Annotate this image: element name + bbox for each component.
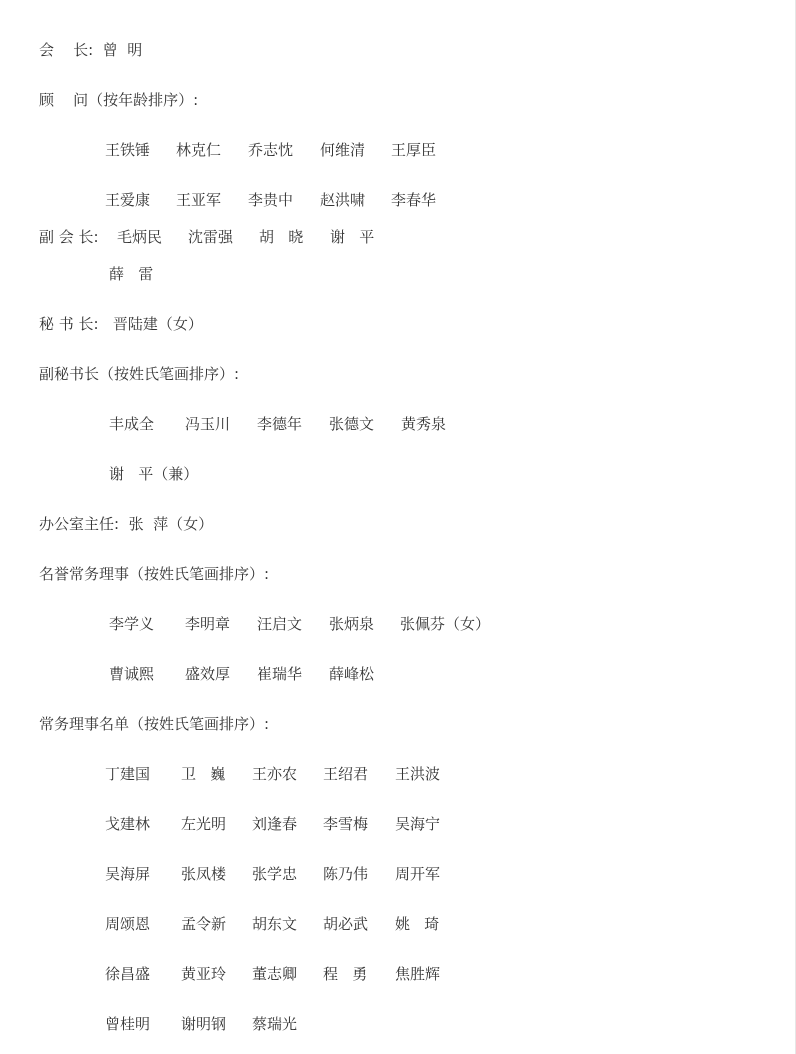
honorary-director-name: 薛峰松: [329, 665, 375, 683]
advisor-name: 何维清: [320, 141, 366, 159]
advisors-heading: 顾 问（按年龄排序）:: [39, 91, 199, 109]
deputy-secretary-name: 谢 平（兼）: [109, 465, 199, 483]
standing-director-name: 周开军: [395, 865, 441, 883]
deputy-secretary-name: 张德文: [329, 415, 375, 433]
standing-director-name: 周颂恩: [105, 915, 151, 933]
honorary-director-name: 李明章: [185, 615, 231, 633]
advisor-name: 林克仁: [176, 141, 222, 159]
standing-director-name: 胡必武: [323, 915, 369, 933]
standing-director-name: 张学忠: [252, 865, 298, 883]
vice-president-name: 沈雷强: [188, 228, 234, 246]
standing-director-name: 徐昌盛: [105, 965, 151, 983]
standing-director-name: 卫 巍: [181, 765, 226, 783]
vice-president-name: 胡 晓: [259, 228, 304, 246]
standing-director-name: 姚 琦: [395, 915, 440, 933]
standing-director-name: 蔡瑞光: [252, 1015, 298, 1033]
vice-president-label: 副 会 长:: [39, 228, 99, 246]
standing-directors-heading: 常务理事名单（按姓氏笔画排序）:: [39, 715, 270, 733]
honorary-director-name: 曹诚熙: [109, 665, 155, 683]
vice-president-name: 谢 平: [330, 228, 375, 246]
standing-director-name: 王亦农: [252, 765, 298, 783]
deputy-secretaries-heading: 副秘书长（按姓氏笔画排序）:: [39, 365, 240, 383]
advisor-name: 王铁锤: [105, 141, 151, 159]
standing-director-name: 左光明: [181, 815, 227, 833]
advisor-name: 王爱康: [105, 191, 151, 209]
advisor-name: 李春华: [391, 191, 437, 209]
standing-director-name: 吴海屏: [105, 865, 151, 883]
honorary-director-name: 张炳泉: [329, 615, 375, 633]
standing-director-name: 刘逢春: [252, 815, 298, 833]
advisor-name: 王厚臣: [391, 141, 437, 159]
standing-director-name: 陈乃伟: [323, 865, 369, 883]
standing-director-name: 董志卿: [252, 965, 298, 983]
advisor-name: 赵洪啸: [320, 191, 366, 209]
standing-director-name: 黄亚玲: [181, 965, 227, 983]
president-line: 会 长: 曾 明: [39, 41, 143, 59]
standing-director-name: 孟令新: [181, 915, 227, 933]
standing-director-name: 李雪梅: [323, 815, 369, 833]
office-director-line: 办公室主任: 张 萍（女）: [39, 515, 214, 533]
vice-president-name: 毛炳民: [117, 228, 163, 246]
vice-president-name: 薛 雷: [109, 265, 154, 283]
honorary-directors-heading: 名誉常务理事（按姓氏笔画排序）:: [39, 565, 270, 583]
standing-director-name: 焦胜辉: [395, 965, 441, 983]
standing-director-name: 胡东文: [252, 915, 298, 933]
standing-director-name: 吴海宁: [395, 815, 441, 833]
honorary-director-name: 张佩芬（女）: [400, 615, 491, 633]
honorary-director-name: 崔瑞华: [257, 665, 303, 683]
standing-director-name: 程 勇: [323, 965, 368, 983]
standing-director-name: 曾桂明: [105, 1015, 151, 1033]
standing-director-name: 张凤楼: [181, 865, 227, 883]
deputy-secretary-name: 冯玉川: [185, 415, 231, 433]
honorary-director-name: 盛效厚: [185, 665, 231, 683]
deputy-secretary-name: 丰成全: [109, 415, 155, 433]
advisor-name: 乔志忱: [248, 141, 294, 159]
standing-director-name: 王绍君: [323, 765, 369, 783]
standing-director-name: 戈建林: [105, 815, 151, 833]
secretary-general-line: 秘 书 长: 晋陆建（女）: [39, 315, 203, 333]
advisor-name: 李贵中: [248, 191, 294, 209]
honorary-director-name: 汪启文: [257, 615, 303, 633]
standing-director-name: 王洪波: [395, 765, 441, 783]
standing-director-name: 丁建国: [105, 765, 151, 783]
standing-director-name: 谢明钢: [181, 1015, 227, 1033]
deputy-secretary-name: 黄秀泉: [401, 415, 447, 433]
deputy-secretary-name: 李德年: [257, 415, 303, 433]
advisor-name: 王亚军: [176, 191, 222, 209]
honorary-director-name: 李学义: [109, 615, 155, 633]
